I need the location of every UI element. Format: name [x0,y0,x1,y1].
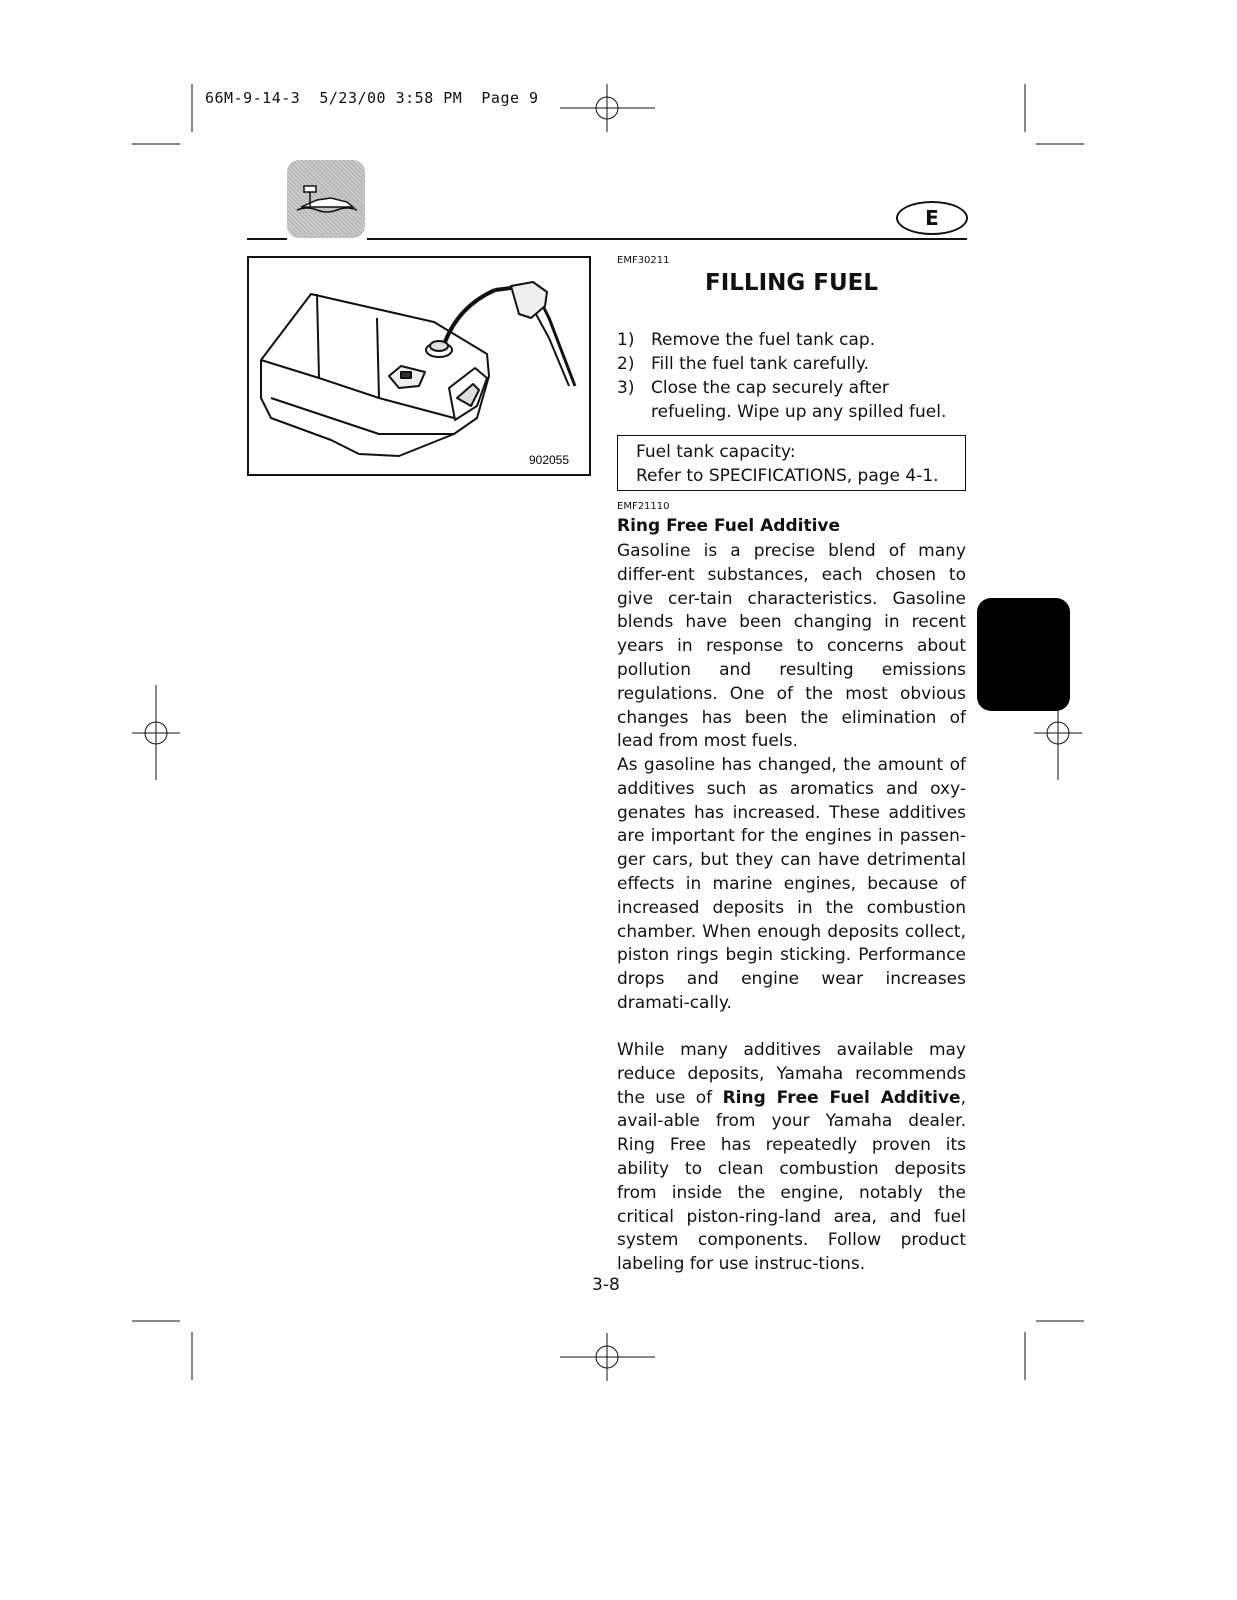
paragraph-3-start: While many additives available may reduce deposits, Yamaha recommends the use of [617,1040,966,1108]
step-text: Remove the fuel tank cap. [651,330,876,350]
steps-list [617,328,969,424]
subsection-code: EMF21110 [617,501,670,512]
paragraph-3-end: , avail-able from your Yamaha dealer. Ring Free has repeatedly proven its ability to clean combustion deposits from inside the engine, notably the critical piston-ring-land area, and fuel system components. Follow product labeling for use instruc-tions. [617,1087,966,1275]
chapter-tab [977,598,1070,711]
list-item [617,352,969,376]
step-text: Close the cap securely after refueling. Wipe up any spilled fuel. [651,378,947,422]
spec-text: Refer to SPECIFICATIONS, page 4-1. [636,466,939,486]
step-text: Fill the fuel tank carefully. [651,354,869,374]
list-item [617,376,969,424]
figure-code: 902055 [528,453,570,467]
boat-icon [287,160,365,238]
product-name: Ring Free Fuel Additive [722,1087,961,1108]
header-rule-left [247,238,287,240]
header-rule-right [367,238,967,240]
figure-frame [247,256,591,476]
subsection-title: Ring Free Fuel Additive [617,516,841,536]
page-number: 3-8 [592,1275,620,1295]
section-tab [287,160,365,238]
list-item [617,328,969,352]
paragraph-3 [617,1039,966,1277]
spec-box [617,435,966,491]
step-number: 3) [617,378,635,398]
language-badge: E [896,201,968,235]
spec-label: Fuel tank capacity: [636,442,796,462]
paragraph-1: Gasoline is a precise blend of many differ-ent substances, each chosen to give cer-tain characteristics. Gasoline blends have been changing in recent years in response to concerns about pollution and resulting emissions regulations. One of the most obvious changes has been the elimination of lead from most fuels. [617,541,966,752]
step-number: 1) [617,330,635,350]
fuel-tank-refueling-illustration [249,258,589,474]
print-header: 66M-9-14-3 5/23/00 3:58 PM Page 9 [205,89,539,107]
section-title: FILLING FUEL [704,270,879,296]
step-number: 2) [617,354,635,374]
paragraph-2: As gasoline has changed, the amount of additives such as aromatics and oxy-genates has increased. These additives are important for the engines in passen-ger cars, but they can have detrimental effects in marine engines, because of increased deposits in the combustion chamber. When enough deposits collect, piston rings begin sticking. Performance drops and engine wear increases dramati-cally. [617,755,966,1013]
section-code: EMF30211 [617,255,670,266]
